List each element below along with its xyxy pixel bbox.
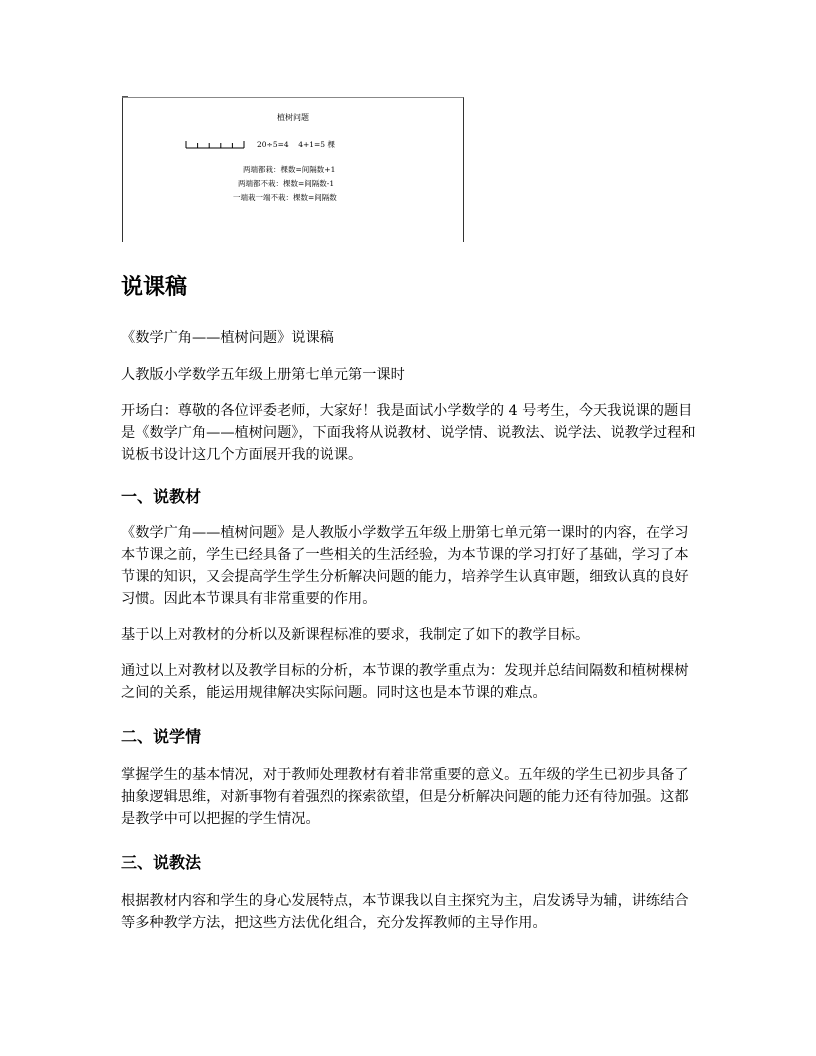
- opening-paragraph: 开场白：尊敬的各位评委老师，大家好！我是面试小学数学的 4 号考生，今天我说课的题目是《数学广角——植树问题》，下面我将从说教材、说学情、说教法、说学法、说教学过程和说板书设计这几个方面展开我的说课。: [121, 403, 696, 463]
- section-heading-students: 二、说学情: [121, 727, 202, 746]
- figure-rule-no-ends: 两端都不栽：棵数=间隔数-1: [238, 179, 335, 188]
- lesson-source-line: 人教版小学数学五年级上册第七单元第一课时: [121, 367, 405, 383]
- section-heading-textbook: 一、说教材: [121, 487, 202, 506]
- textbook-paragraph-3: 通过以上对教材以及教学目标的分析，本节课的教学重点为：发现并总结间隔数和植树棵树之间的关系，能运用规律解决实际问题。同时这也是本节课的难点。: [121, 663, 689, 701]
- document-title: 说课稿: [121, 275, 188, 300]
- figure-rule-one-end: 一端栽一端不栽：棵数=间隔数: [233, 193, 337, 202]
- figure-rule-both-ends: 两端都栽：棵数=间隔数+1: [243, 165, 336, 174]
- figure-title: 植树问题: [277, 113, 309, 122]
- corner-mark: [122, 96, 128, 97]
- tree-interval-diagram: [185, 138, 245, 150]
- figure-calculation: 20÷5=4 4+1=5 棵: [257, 140, 335, 149]
- section-heading-methods: 三、说教法: [121, 853, 202, 872]
- textbook-paragraph-2: 基于以上对教材的分析以及新课程标准的要求，我制定了如下的教学目标。: [121, 627, 590, 643]
- blackboard-figure: [122, 97, 464, 242]
- lesson-title-line: 《数学广角——植树问题》说课稿: [121, 330, 334, 346]
- students-paragraph: 掌握学生的基本情况，对于教师处理教材有着非常重要的意义。五年级的学生已初步具备了抽象逻辑思维，对新事物有着强烈的探索欲望，但是分析解决问题的能力还有待加强。这都是教学中可以把握的学生情况。: [121, 767, 689, 827]
- methods-paragraph: 根据教材内容和学生的身心发展特点，本节课我以自主探究为主，启发诱导为辅，讲练结合等多种教学方法，把这些方法优化组合，充分发挥教师的主导作用。: [121, 893, 689, 931]
- textbook-paragraph-1: 《数学广角——植树问题》是人教版小学数学五年级上册第七单元第一课时的内容，在学习本节课之前，学生已经具备了一些相关的生活经验，为本节课的学习打好了基础，学习了本节课的知识，又会提高学生学生分析解决问题的能力，培养学生认真审题，细致认真的良好习惯。因此本节课具有非常重要的作用。: [121, 525, 689, 607]
